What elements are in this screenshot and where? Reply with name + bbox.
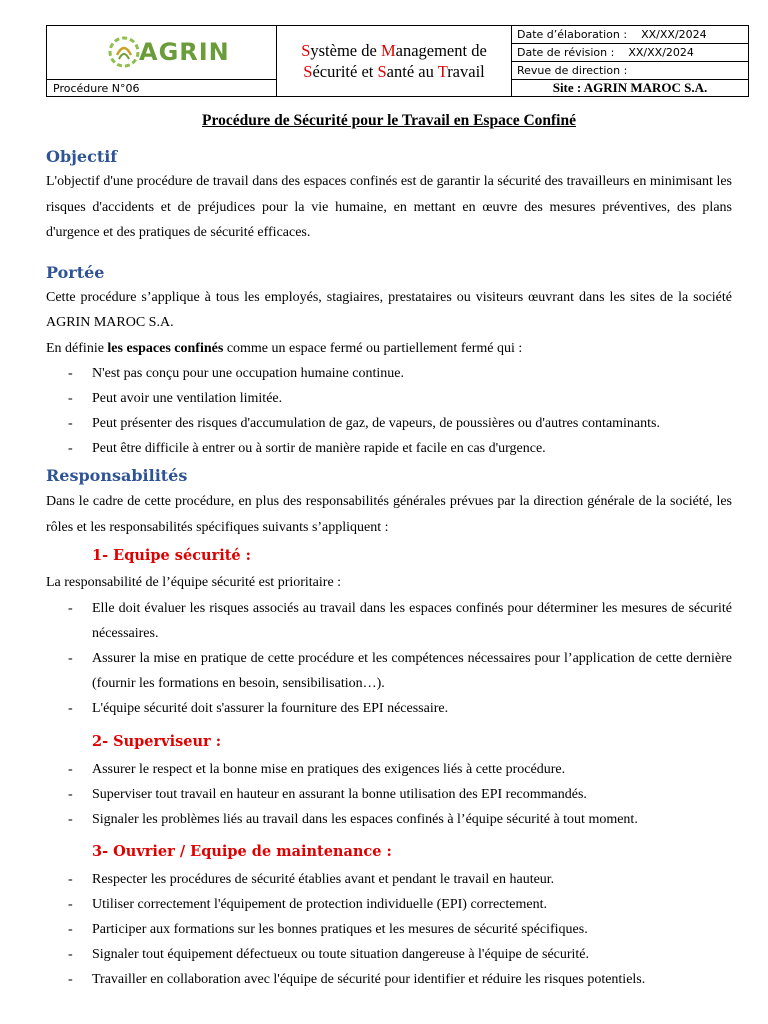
document-body: [46, 108, 732, 992]
responsabilites-intro: Dans le cadre de cette procédure, en plus des responsabilités générales prévues par la direction générale de la société, les rôles et les responsabilités spécifiques suivants s’appliquent :: [46, 494, 732, 535]
document-title: Procédure de Sécurité pour le Travail en Espace Confiné: [202, 112, 576, 129]
list-item-text: L'équipe sécurité doit s'assurer la fourniture des EPI nécessaire.: [92, 700, 449, 716]
title-text: écurité et: [312, 62, 378, 81]
ouvrier-list: [46, 867, 732, 992]
equipe-securite-intro: La responsabilité de l’équipe sécurité est prioritaire :: [46, 575, 342, 590]
initial-letter: M: [380, 41, 396, 60]
elaboration-label: Date d’élaboration :: [517, 28, 628, 41]
list-item: [46, 867, 732, 892]
bullet-dash: -: [68, 700, 73, 716]
list-item-text: Signaler les problèmes liés au travail dans les espaces confinés à l’équipe sécurité à tout moment.: [92, 811, 638, 827]
list-item: [46, 942, 732, 967]
bullet-dash: -: [68, 896, 73, 912]
list-item-text: Signaler tout équipement défectueux ou toute situation dangereuse à l'équipe de sécurité.: [92, 946, 590, 962]
list-item: [46, 411, 732, 436]
list-item: [46, 782, 732, 807]
list-item: [46, 807, 732, 832]
bullet-dash: -: [68, 971, 73, 987]
review-label: Revue de direction :: [517, 64, 628, 77]
list-item-text: Superviser tout travail en hauteur en assurant la bonne utilisation des EPI recommandés.: [92, 786, 587, 802]
title-text: ystème de: [310, 41, 381, 60]
definition-prefix: En définie: [46, 340, 108, 356]
portee-paragraph: Cette procédure s’applique à tous les employés, stagiaires, prestataires ou visiteurs œuvrant dans les sites de la société AGRIN MAROC S.A.: [46, 289, 732, 330]
system-title-line-2: [277, 61, 511, 82]
document-header: [46, 25, 742, 95]
list-item-text: Peut avoir une ventilation limitée.: [92, 391, 283, 406]
list-item: [46, 646, 732, 696]
list-item-text: Travailler en collaboration avec l'équipe de sécurité pour identifier et réduire les risques potentiels.: [92, 971, 646, 987]
bullet-dash: -: [68, 871, 73, 887]
list-item-text: Respecter les procédures de sécurité établies avant et pendant le travail en hauteur.: [92, 871, 555, 887]
list-item-text: Assurer la mise en pratique de cette procédure et les compétences nécessaires pour l’application de cette dernière (fournir les formations en besoin, sensibilisation…).: [92, 650, 732, 691]
objectif-paragraph: L'objectif d'une procédure de travail dans des espaces confinés est de garantir la sécurité des travailleurs en minimisant les risques d'accidents et de préjudices pour la vie humaine, en mettant en œuvre des mesures préventives, des plans d'urgence et des pratiques de sécurité efficaces.: [46, 174, 732, 240]
list-item: [46, 436, 732, 461]
bullet-dash: -: [68, 441, 73, 456]
list-item-text: Participer aux formations sur les bonnes pratiques et les mesures de sécurité spécifiques.: [92, 921, 588, 937]
procedure-number: Procédure N°06: [47, 80, 277, 97]
subheading-ouvrier: 3- Ouvrier / Equipe de maintenance :: [92, 842, 392, 860]
superviseur-list: [46, 757, 732, 832]
heading-portee: Portée: [46, 262, 105, 282]
confined-space-criteria-list: [46, 361, 732, 461]
system-title: [277, 26, 512, 97]
list-item: [46, 696, 732, 721]
initial-letter: T: [437, 62, 448, 81]
list-item: [46, 757, 732, 782]
bullet-dash: -: [68, 811, 73, 827]
bullet-dash: -: [68, 650, 73, 666]
bullet-dash: -: [68, 416, 73, 431]
bullet-dash: -: [68, 761, 73, 777]
list-item: [46, 892, 732, 917]
initial-letter: S: [303, 62, 313, 81]
list-item: [46, 386, 732, 411]
revision-value: XX/XX/2024: [628, 46, 694, 59]
header-table: [46, 25, 749, 97]
agrin-logo: [107, 35, 230, 69]
title-text: ravail: [447, 62, 485, 81]
initial-letter: S: [377, 62, 387, 81]
list-item: [46, 596, 732, 646]
list-item: [46, 361, 732, 386]
definition-term: les espaces confinés: [107, 340, 224, 356]
list-item-text: Assurer le respect et la bonne mise en pratiques des exigences liés à cette procédure.: [92, 761, 566, 777]
revision-label: Date de révision :: [517, 46, 615, 59]
leaf-wreath-icon: [107, 35, 141, 69]
elaboration-date-cell: [512, 26, 749, 44]
bullet-dash: -: [68, 786, 73, 802]
bullet-dash: -: [68, 391, 73, 406]
definition-suffix: comme un espace fermé ou partiellement fermé qui :: [223, 340, 523, 356]
list-item-text: Peut présenter des risques d'accumulation de gaz, de vapeurs, de poussières ou d'autres contaminants.: [92, 416, 660, 431]
management-review-cell: [512, 62, 749, 80]
subheading-superviseur: 2- Superviseur :: [92, 732, 222, 750]
bullet-dash: -: [68, 921, 73, 937]
bullet-dash: -: [68, 600, 73, 616]
bullet-dash: -: [68, 366, 73, 381]
elaboration-value: XX/XX/2024: [641, 28, 707, 41]
equipe-securite-list: [46, 596, 732, 721]
revision-date-cell: [512, 44, 749, 62]
title-text: anagement de: [395, 41, 487, 60]
title-text: anté au: [386, 62, 438, 81]
heading-responsabilites: Responsabilités: [46, 466, 188, 485]
list-item: [46, 917, 732, 942]
system-title-line-1: [277, 40, 511, 61]
list-item-text: N'est pas conçu pour une occupation humaine continue.: [92, 366, 404, 381]
subheading-equipe-securite: 1- Equipe sécurité :: [92, 547, 252, 564]
list-item-text: Peut être difficile à entrer ou à sortir de manière rapide et facile en cas d'urgence.: [92, 441, 546, 456]
site-name: Site : AGRIN MAROC S.A.: [512, 80, 749, 97]
logo-cell: [47, 26, 277, 80]
list-item-text: Elle doit évaluer les risques associés au travail dans les espaces confinés pour déterminer les mesures de sécurité nécessaires.: [92, 600, 732, 641]
bullet-dash: -: [68, 946, 73, 962]
initial-letter: S: [301, 41, 311, 60]
list-item-text: Utiliser correctement l'équipement de protection individuelle (EPI) correctement.: [92, 896, 548, 912]
heading-objectif: Objectif: [46, 147, 118, 166]
list-item: [46, 967, 732, 992]
logo-text: AGRIN: [139, 37, 230, 66]
confined-space-definition: [46, 336, 732, 362]
